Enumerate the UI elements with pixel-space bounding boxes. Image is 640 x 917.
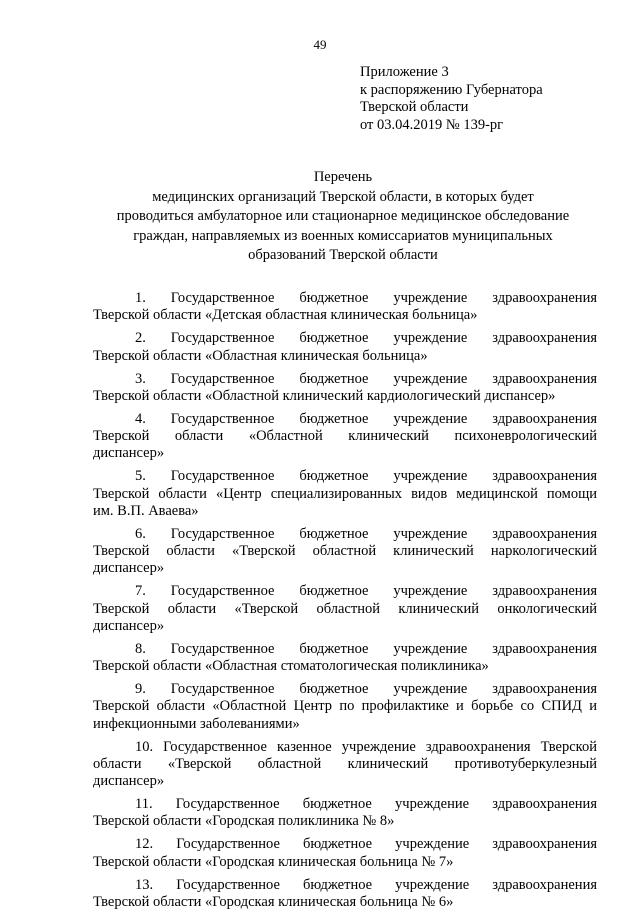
list-item-first-line: 6. Государственное бюджетное учреждение здравоохранения bbox=[135, 525, 597, 542]
list-item bbox=[93, 583, 597, 635]
list-item-line: Тверской области «Тверской областной клинический наркологический bbox=[93, 543, 597, 560]
list-item-line: области «Тверской областной клинический противотуберкулезный bbox=[93, 755, 597, 772]
list-item-first-line: 4. Государственное бюджетное учреждение здравоохранения bbox=[135, 410, 597, 427]
list-item bbox=[93, 877, 597, 911]
list-item-first-line: 8. Государственное бюджетное учреждение здравоохранения bbox=[135, 640, 597, 657]
list-item-line: Тверской области «Центр специализированных видов медицинской помощи bbox=[93, 485, 597, 502]
list-item-line: диспансер» bbox=[93, 560, 165, 577]
list-item-first-line: 3. Государственное бюджетное учреждение здравоохранения bbox=[135, 370, 597, 387]
list-item-first-line: 7. Государственное бюджетное учреждение здравоохранения bbox=[135, 583, 597, 600]
list-item-line: им. В.П. Аваева» bbox=[93, 502, 199, 519]
list-item bbox=[93, 836, 597, 870]
list-item bbox=[93, 468, 597, 520]
list-item-line: Тверской области «Областная стоматологическая поликлиника» bbox=[93, 658, 489, 675]
title-line: образований Тверской области bbox=[248, 247, 438, 263]
list-item-first-line: 11. Государственное бюджетное учреждение здравоохранения bbox=[135, 796, 597, 813]
list-item-line: диспансер» bbox=[93, 617, 165, 634]
appendix-line: от 03.04.2019 № 139-рг bbox=[360, 116, 504, 133]
list-item-line: Тверской области «Городская клиническая больница № 6» bbox=[93, 893, 454, 910]
list-item bbox=[93, 290, 597, 324]
list-item bbox=[93, 411, 597, 463]
list-item-line: Тверской области «Областной клинический кардиологический диспансер» bbox=[93, 387, 556, 404]
list-item-first-line: 12. Государственное бюджетное учреждение здравоохранения bbox=[135, 836, 597, 853]
title-line: проводиться амбулаторное или стационарное медицинское обследование bbox=[116, 208, 570, 224]
list-item bbox=[93, 681, 597, 733]
list-item-line: Тверской области «Областная клиническая больница» bbox=[93, 347, 428, 364]
list-item-first-line: 2. Государственное бюджетное учреждение здравоохранения bbox=[135, 330, 597, 347]
list-item-first-line: 9. Государственное бюджетное учреждение здравоохранения bbox=[135, 681, 597, 698]
list-item-first-line: 5. Государственное бюджетное учреждение здравоохранения bbox=[135, 468, 597, 485]
list-item bbox=[93, 371, 597, 405]
list-item bbox=[93, 739, 597, 791]
appendix-line: Приложение 3 bbox=[360, 64, 449, 80]
list-item-line: Тверской области «Детская областная клиническая больница» bbox=[93, 307, 478, 324]
list-item-line: Тверской области «Тверской областной клинический онкологический bbox=[93, 600, 597, 617]
list-item-first-line: 1. Государственное бюджетное учреждение здравоохранения bbox=[135, 290, 597, 306]
list-item-line: диспансер» bbox=[93, 773, 165, 790]
page-number: 49 bbox=[313, 37, 327, 52]
title-line: Перечень bbox=[313, 169, 373, 185]
list-item-line: Тверской области «Областной клинический психоневрологический bbox=[93, 428, 597, 445]
appendix-line: Тверской области bbox=[360, 99, 469, 115]
appendix-block bbox=[360, 64, 543, 134]
list-item-first-line: 13. Государственное бюджетное учреждение здравоохранения bbox=[135, 876, 597, 893]
list-item-line: Тверской области «Областной Центр по профилактике и борьбе со СПИД и bbox=[93, 698, 597, 715]
list-item bbox=[93, 330, 597, 364]
list-item-line: Тверской области «Городская клиническая больница № 7» bbox=[93, 853, 454, 870]
list-item-line: диспансер» bbox=[93, 445, 165, 462]
title-line: медицинских организаций Тверской области, в которых будет bbox=[152, 188, 534, 205]
list-item-line: Тверской области «Городская поликлиника № 8» bbox=[93, 813, 395, 830]
list-item-line: инфекционными заболеваниями» bbox=[93, 715, 300, 732]
list-item bbox=[93, 526, 597, 578]
list-item bbox=[93, 641, 597, 675]
appendix-line: к распоряжению Губернатора bbox=[360, 81, 543, 98]
document-title bbox=[100, 168, 586, 266]
list-item-first-line: 10. Государственное казенное учреждение здравоохранения Тверской bbox=[135, 738, 597, 755]
title-line: граждан, направляемых из военных комиссариатов муниципальных bbox=[133, 227, 553, 244]
organization-list bbox=[93, 290, 597, 917]
list-item bbox=[93, 796, 597, 830]
